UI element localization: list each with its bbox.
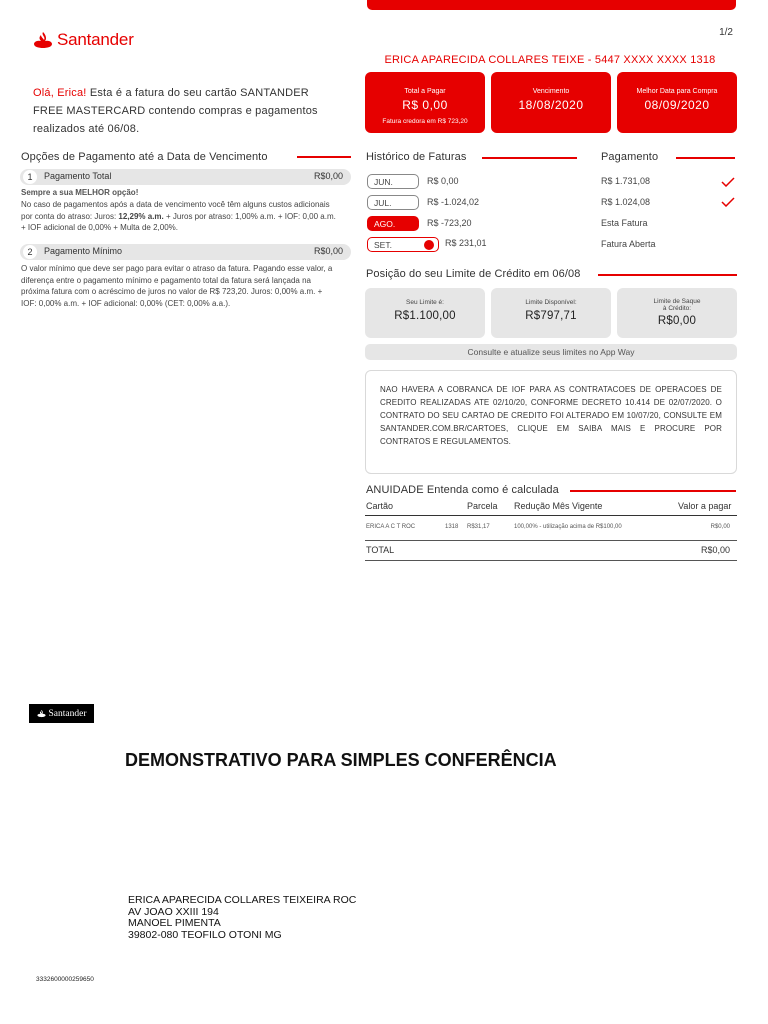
annuity-total-value: R$0,00	[700, 545, 730, 555]
annuity-header-installment: Parcela	[467, 501, 498, 511]
available-limit-box	[491, 288, 611, 338]
best-option-note: Sempre a sua MELHOR opção!	[21, 188, 139, 197]
payment-amount: R$ 1.024,08	[601, 197, 651, 207]
iof-notice: NAO HAVERA A COBRANCA DE IOF PARA AS CONTRATACOES DE OPERACOES DE CREDITO REALIZADAS ATE 02/10/20, CONFORME DECRETO 10.414 DE 02/07/2020. O CONTRATO DO SEU CARTAO DE CREDITO FOI ALTERADO EM 10/07/20, CONSULTE EM SANTANDER.COM.BR/CARTOES, CLIQUE EM SAIBA MAIS E PROCURE POR CONTRATOS E REGULAMENTOS.	[365, 370, 737, 474]
annuity-card: ERICA A C T ROC	[366, 524, 416, 530]
due-date-box	[491, 72, 611, 133]
payment-status-current: Esta Fatura	[601, 218, 648, 228]
best-purchase-date-label: Melhor Data para Compra	[636, 88, 718, 95]
table-rule	[365, 560, 737, 561]
mailing-address	[128, 895, 356, 941]
toggle-dot-icon	[424, 240, 434, 250]
option-amount: R$0,00	[313, 171, 343, 181]
best-purchase-date-value: 08/09/2020	[644, 98, 710, 112]
annuity-reduction: 100,00% - utilização acima de R$100,00	[514, 524, 622, 530]
history-amount: R$ -1.024,02	[427, 197, 480, 207]
section-divider	[598, 274, 737, 276]
document-code: 3332600000259650	[36, 976, 94, 983]
minimum-payment-text: O valor mínimo que deve ser pago para evitar o atraso da fatura. Pagando esse valor, a diferença entre o pagamento mínimo e pagamento total da fatura será lançada na próxima fatura com o acréscimo de juros no valor de R$ 723,20. Juros: 0,00% a.m. + IOF: 0,00% a.m. + IOF adicional: 0,00% (CET: 0,00% a.a.).	[21, 264, 333, 308]
total-due-label: Total a Pagar	[404, 88, 446, 95]
credit-limit-box	[365, 288, 485, 338]
due-date-value: 18/08/2020	[518, 98, 584, 112]
annuity-header-value: Valor a pagar	[678, 501, 732, 511]
greeting-text: Esta é a fatura do seu cartão SANTANDER FREE MASTERCARD contendo compras e pagamentos realizados até 06/08.	[33, 87, 318, 135]
total-due-box	[365, 72, 485, 133]
payment-title: Pagamento	[601, 151, 659, 163]
annuity-total-label: TOTAL	[366, 545, 395, 555]
table-rule	[365, 540, 737, 541]
annuity-info-link[interactable]: Entenda como é calculada	[426, 484, 559, 496]
option-amount: R$0,00	[313, 246, 343, 256]
history-title: Histórico de Faturas	[366, 151, 467, 163]
history-amount: R$ 0,00	[427, 176, 459, 186]
withdrawal-limit-label: à Crédito:	[662, 305, 692, 312]
section-divider	[297, 156, 351, 158]
greeting-hello: Olá, Erica!	[33, 87, 87, 99]
available-limit-label: Limite Disponível:	[525, 299, 577, 306]
section-divider	[482, 157, 577, 159]
history-amount: R$ -723,20	[427, 218, 472, 228]
address-line: AV JOAO XXIII 194	[128, 905, 219, 918]
option-minimum-payment	[20, 244, 351, 260]
greeting	[33, 84, 333, 138]
santander-flame-icon	[37, 709, 46, 718]
section-divider	[570, 490, 736, 492]
consult-app-link[interactable]: Consulte e atualize seus limites no App Way	[365, 344, 737, 360]
history-month-jun[interactable]: JUN.	[367, 174, 419, 189]
top-accent-bar	[367, 0, 736, 10]
withdrawal-limit-value: R$0,00	[657, 315, 697, 327]
option-total-payment	[20, 169, 351, 185]
best-purchase-date-box	[617, 72, 737, 133]
cardholder-line: ERICA APARECIDA COLLARES TEIXE - 5447 XXXX XXXX 1318	[384, 54, 716, 66]
option-label: Pagamento Total	[44, 171, 112, 181]
annuity-header-card: Cartão	[366, 501, 394, 511]
available-limit-value: R$797,71	[525, 310, 577, 322]
document-title: DEMONSTRATIVO PARA SIMPLES CONFERÊNCIA	[125, 750, 557, 770]
credit-limit-value: R$1.100,00	[394, 310, 456, 322]
footer-logo-text: Santander	[48, 708, 87, 719]
santander-logo	[33, 28, 134, 52]
brand-name: Santander	[57, 30, 134, 49]
annuity-header-reduction: Redução Mês Vigente	[514, 501, 603, 511]
page-indicator: 1/2	[719, 27, 733, 38]
due-date-label: Vencimento	[532, 88, 570, 95]
history-month-sep[interactable]: SET.	[367, 237, 439, 252]
withdrawal-limit-label: Limite de Saque	[653, 298, 701, 305]
annuity-value: R$0,00	[710, 524, 730, 530]
check-icon	[721, 197, 735, 207]
credit-limit-title: Posição do seu Limite de Crédito em 06/08	[366, 268, 581, 280]
total-due-value: R$ 0,00	[402, 98, 448, 112]
history-amount: R$ 231,01	[445, 238, 487, 248]
annuity-card-last4: 1318	[445, 524, 459, 530]
annuity-title: ANUIDADE Entenda como é calculada	[366, 484, 559, 496]
credit-balance-note: Fatura credora em R$ 723,20	[382, 118, 468, 125]
option-number: 2	[23, 245, 37, 259]
table-rule	[365, 515, 737, 516]
payment-status-open: Fatura Aberta	[601, 239, 656, 249]
history-month-aug[interactable]: AGO.	[367, 216, 419, 231]
history-month-jul[interactable]: JUL.	[367, 195, 419, 210]
address-line: MANOEL PIMENTA	[128, 917, 221, 929]
check-icon	[721, 177, 735, 187]
payment-options-title: Opções de Pagamento até a Data de Vencimento	[21, 151, 268, 163]
santander-footer-logo	[29, 704, 94, 723]
option-number: 1	[23, 170, 37, 184]
section-divider	[676, 157, 735, 159]
address-line: 39802-080 TEOFILO OTONI MG	[128, 928, 282, 941]
address-line: ERICA APARECIDA COLLARES TEIXEIRA ROC	[128, 894, 357, 906]
credit-limit-label: Seu Limite é:	[406, 299, 444, 306]
santander-flame-icon	[33, 31, 53, 49]
annuity-installment: R$31,17	[467, 524, 490, 530]
option-label: Pagamento Mínimo	[44, 246, 123, 256]
payment-amount: R$ 1.731,08	[601, 176, 651, 186]
late-payment-text: No caso de pagamentos após a data de vencimento você têm alguns custos adicionais por conta do atraso: Juros: 12,29% a.m. + Juros por atraso: 1,00% a.m. + IOF: 0,00 a.m. + IOF adicional de 0,00% + Multa de 2,00%.	[21, 200, 336, 232]
withdrawal-limit-box	[617, 288, 737, 338]
